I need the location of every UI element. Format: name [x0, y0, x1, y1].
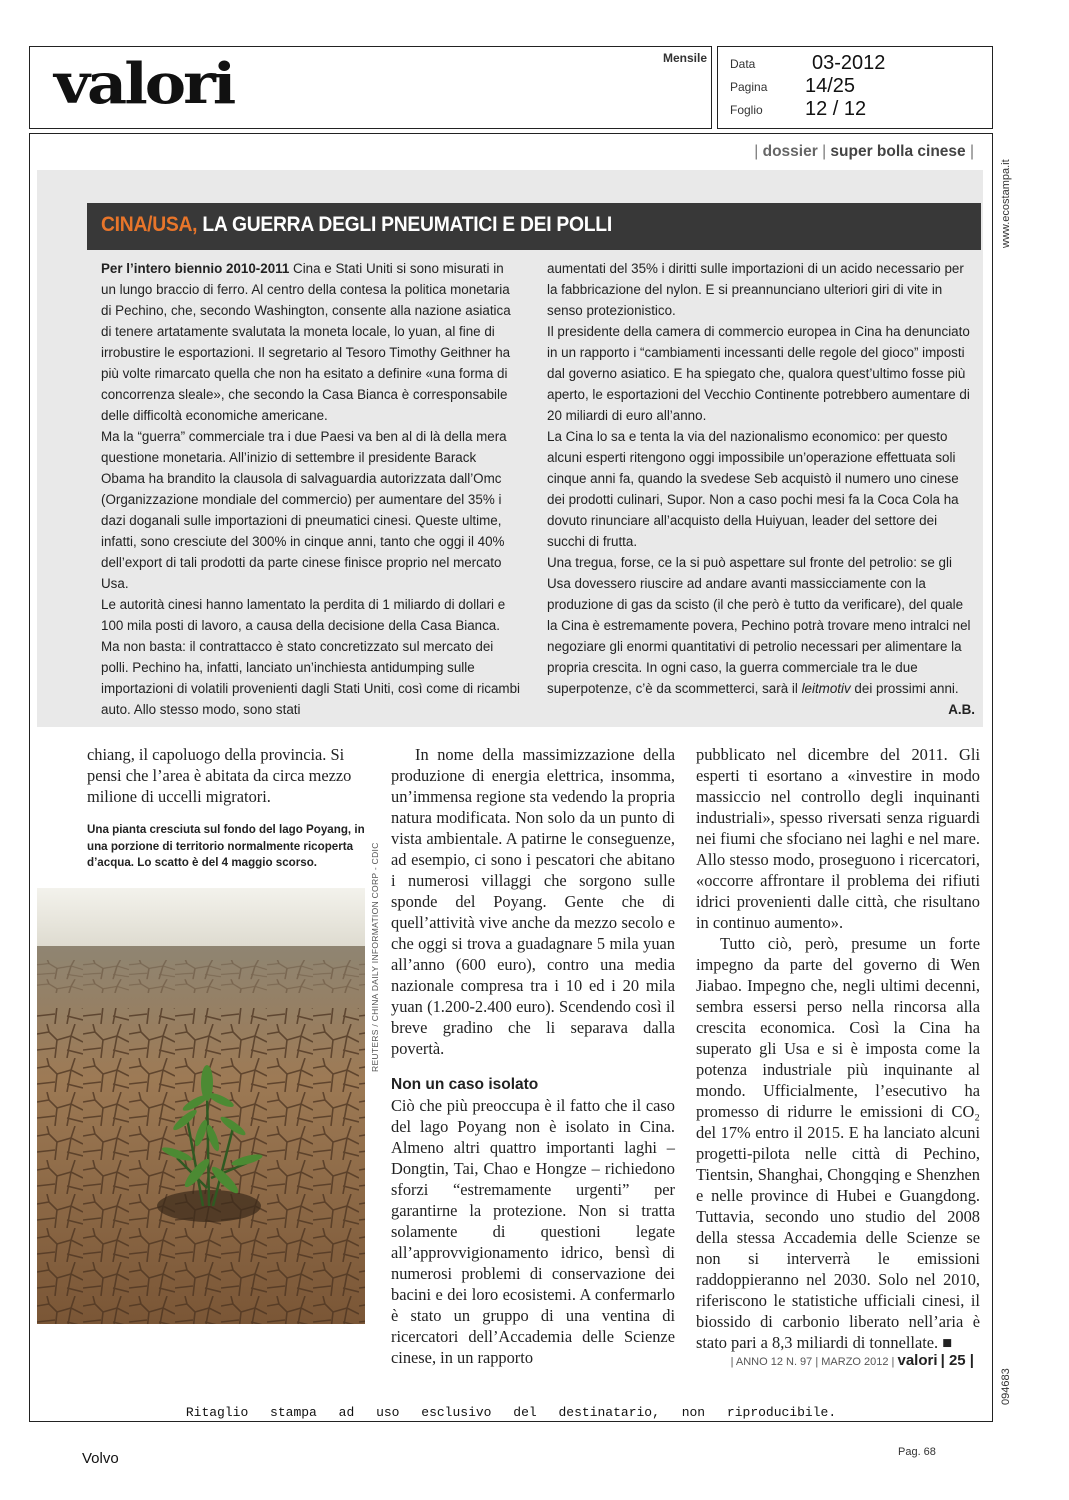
photo-credit: REUTERS / CHINA DAILY INFORMATION CORP - CDIC [370, 842, 380, 1072]
article-paragraph: Ciò che più preoccupa è il fatto che il caso del lago Poyang non è isolato in Cina. Almeno altri quattro importanti laghi – Dongtin, Tai, Chao e Hongze – richiedono sforzi “estremamente urgenti” per garantirne la protezione. Non si tratta solamente di questioni legate all’approvvigionamento idrico, bensì di numerosi problemi di conservazione dei bacini e dei loro ecosistemi. A confermarlo è stato un gruppo di una ventina di ricercatori dell’Accademia delle Scienze cinese, in un rapporto [391, 1096, 675, 1367]
section-tag: | dossier | super bolla cinese | [754, 143, 974, 160]
article-column-2 [391, 744, 675, 1368]
photo-dry-lake-plant [37, 888, 365, 1324]
copyright-notice: Ritaglio stampa ad uso esclusivo del destinatario, non riproducibile. [185, 1405, 837, 1420]
box-paragraph: Una tregua, forse, ce la si può aspettare sul fronte del petrolio: se gli Usa dovessero riuscire ad andare avanti massicciamente con la produzione di gas da scisto (il che però è tutto da verificare), del quale la Cina è estremamente povera, Pechino potrà trovare meno intralci nel negoziare gli enormi quantitativi di petrolio necessari per alimentare la propria crescita. In ogni caso, la guerra commerciale tra le due superpotenze, c’è da scommetterci, sarà il leitmotiv dei prossimi anni. A.B. [547, 552, 975, 699]
meta-foglio: Foglio 12 / 12 [730, 98, 867, 120]
masthead-box [29, 46, 712, 129]
meta-pagina: Pagina 14/25 [730, 75, 856, 97]
box-title-highlight: CINA/USA, [101, 213, 198, 236]
box-title [87, 203, 981, 250]
article-paragraph: In nome della massimizzazione della produzione di energia elettrica, insomma, un’immensa regione sta vedendo la propria natura modificata. Non solo da un punto di vista ambientale. A patirne le conseguenze, ad esempio, ci sono i pescatori che abitano i numerosi villaggi che sorgono sulle sponde del Poyang. Gente che di quell’attività vive anche da mezzo secolo e che oggi si trova a guadagnare 5 mila yuan all’anno (600 euro), contro una media nazionale compresa tra i 10 ed i 20 mila yuan (1.200-2.400 euro). Scendendo così il breve gradino che li separava dalla povertà. [391, 745, 675, 1058]
article-subheading: Non un caso isolato [391, 1076, 539, 1093]
frequency-label: Mensile [662, 51, 707, 65]
article-paragraph: chiang, il capoluogo della provincia. Si pensi che l’area è abitata da circa mezzo milione di uccelli migratori. [87, 745, 352, 806]
box-column-1 [101, 258, 521, 720]
box-paragraph: La Cina lo sa e tenta la via del nazionalismo economico: per questo alcuni esperti ritengono oggi impossibile un’operazione effettuata soli cinque anni fa, quando la svedese Seb acquistò il numero uno cinese dei prodotti culinari, Supor. Non a caso pochi mesi fa la Coca Cola ha dovuto rinunciare all’acquisto della Huiyuan, leader del settore dei succhi di frutta. [547, 429, 959, 549]
box-title-text: LA GUERRA DEGLI PNEUMATICI E DEI POLLI [202, 213, 612, 236]
side-url: www.ecostampa.it [1000, 159, 1012, 248]
client-name: Volvo [82, 1450, 119, 1467]
clipping-meta-box [717, 46, 993, 129]
valori-logo: valori [54, 51, 234, 117]
side-code: 094683 [1000, 1368, 1012, 1405]
box-signature: A.B. [948, 702, 975, 717]
page-number: Pag. 68 [898, 1446, 936, 1458]
box-paragraph: Ma la “guerra” commerciale tra i due Paesi va ben al di là della mera questione monetaria. All’inizio di settembre il presidente Barack Obama ha brandito la clausola di salvaguardia autorizzata dall’Omc (Organizzazione mondiale del commercio) per aumentare del 35% i dazi doganali sulle importazioni di pneumatici cinesi. Queste ultime, infatti, sono cresciute del 300% in cinque anni, tanto che oggi il 40% dell’export di tali prodotti da parte cinese finisce proprio nel mercato Usa. [101, 429, 507, 591]
article-column-3 [696, 744, 980, 1353]
photo-caption: Una pianta cresciuta sul fondo del lago Poyang, in una porzione di territorio normalmente ricoperta d’acqua. Lo scatto è del 4 maggio scorso. [87, 823, 365, 869]
article-column-1 [87, 744, 369, 807]
meta-data: Data 03-2012 [730, 52, 886, 74]
article-paragraph: pubblicato nel dicembre del 2011. Gli esperti ti esortano a «investire in modo massiccio nel controllo degli inquinanti industriali», spesso riversati senza riguardi nei fiumi che sfociano nei laghi e nel mare. Allo stesso modo, proseguono i ricercatori, «occorre affrontare il problema dei rifiuti idrici provenienti dalle città, che risultano in continuo aumento». [696, 745, 980, 932]
article-paragraph: Tutto ciò, però, presume un forte impegno da parte del governo di Wen Jiabao. Impegno che, negli ultimi decenni, sembra essersi perso nella rincorsa alla crescita economica. Così la Cina ha superato gli Usa e si è imposta come la potenza industriale più inquinante al mondo. Ufficialmente, l’esecutivo ha promesso di ridurre le emissioni di CO₂ del 17% entro il 2015. E ha lanciato alcuni progetti-pilota nelle città di Pechino, Tientsin, Shanghai, Chongqing e Shenzhen e nelle province di Hubei e Guangdong. Tuttavia, secondo uno studio del 2008 della stessa Accademia delle Scienze se non si interverrà le emissioni raddoppieranno nel 2030. Solo nel 2010, riferiscono le statistiche ufficiali cinesi, il biossido di carbonio liberato nell’aria è stato pari a 8,3 miliardi di tonnellate. ■ [696, 934, 980, 1352]
box-column-2 [547, 258, 975, 720]
page-footer: | ANNO 12 N. 97 | MARZO 2012 | valori | 25 | [730, 1352, 974, 1369]
box-lead: Per l’intero biennio 2010-2011 [101, 261, 290, 276]
end-mark: ■ [942, 1333, 953, 1352]
box-paragraph: aumentati del 35% i diritti sulle importazioni di un acido necessario per la fabbricazione del nylon. E si preannunciano ulteriori giri di vite in senso protezionistico. [547, 261, 964, 318]
box-paragraph: Il presidente della camera di commercio europea in Cina ha denunciato in un rapporto i “cambiamenti incessanti delle regole del gioco” imposti dal governo asiatico. E ha spiegato che, qualora quest’ultimo fosse più aperto, le esportazioni del Vecchio Continente potrebbero aumentare di 20 miliardi di euro all’anno. [547, 324, 970, 423]
box-paragraph: Le autorità cinesi hanno lamentato la perdita di 1 miliardo di dollari e 100 mila posti di lavoro, a causa della decisione della Casa Bianca. Ma non basta: il contrattacco è stato concretizzato sul mercato dei polli. Pechino ha, infatti, lanciato un’inchiesta antidumping sulle importazioni di volatili provenienti dagli Stati Uniti, così come di ricambi auto. Allo stesso modo, sono stati [101, 597, 521, 717]
box-paragraph: Cina e Stati Uniti si sono misurati in un lungo braccio di ferro. Al centro della contesa la politica monetaria di Pechino, che, secondo Washington, consente alla nazione asiatica di tenere artatamente svalutata la moneta locale, lo yuan, al fine di irrobustire le esportazioni. Il segretario al Tesoro Timothy Geithner ha più volte rimarcato quella che non ha esitato a definire «una forma di concorrenza sleale», che secondo la Casa Bianca è corresponsabile delle difficoltà economiche americane. [101, 261, 511, 423]
